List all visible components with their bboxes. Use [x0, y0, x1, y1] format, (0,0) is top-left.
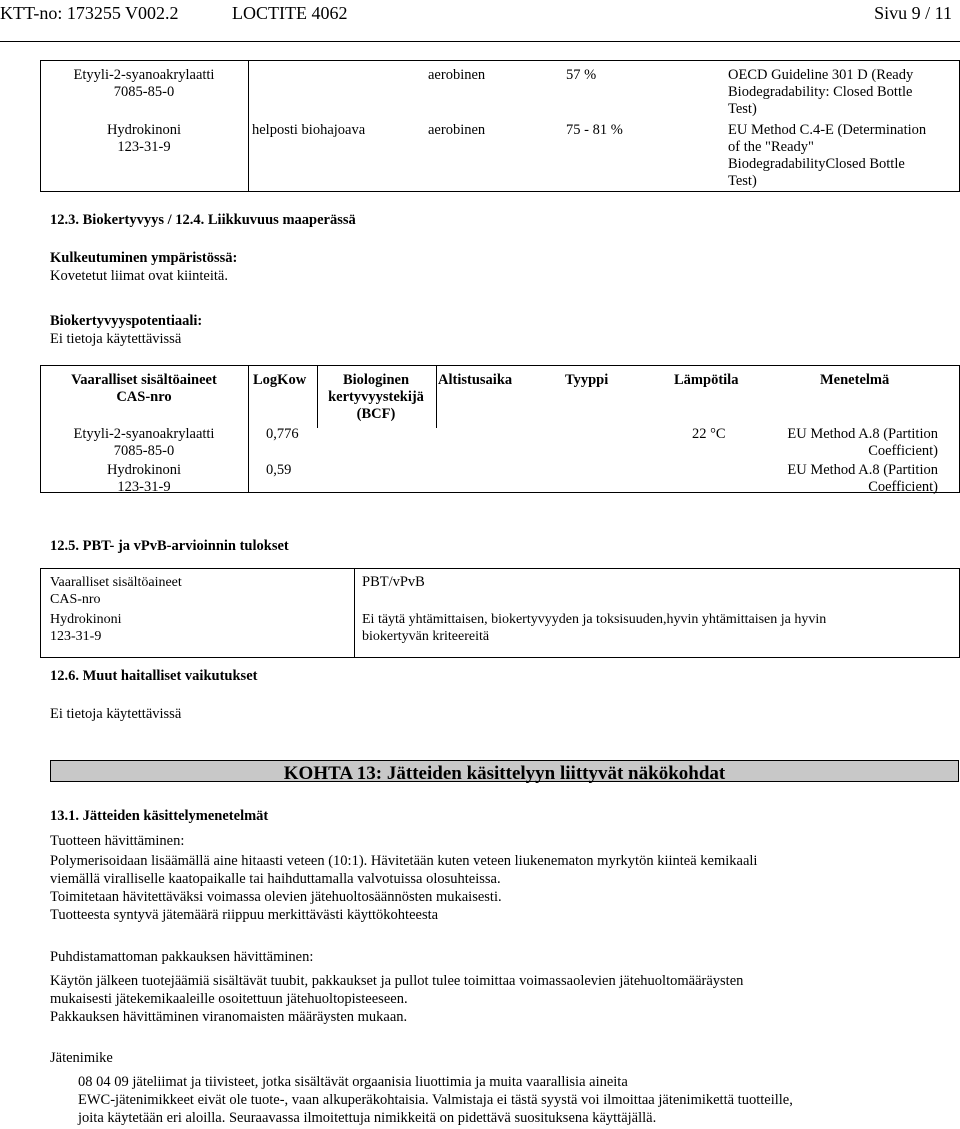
pbt-header-value: PBT/vPvB [362, 574, 425, 590]
mobility-label: Kulkeutuminen ympäristössä: [50, 250, 238, 266]
bioaccum-logkow-2: 0,59 [266, 462, 292, 478]
mobility-text: Kovetetut liimat ovat kiinteitä. [50, 268, 228, 284]
pbt-substance: Hydrokinoni 123-31-9 [50, 612, 122, 644]
header-rule [0, 41, 960, 42]
degradation-conditions-1: aerobinen [428, 67, 486, 83]
waste-code-label: Jätenimike [50, 1050, 113, 1066]
section-13-title: KOHTA 13: Jätteiden käsittelyyn liittyvät näkökohdat [283, 763, 726, 784]
bioaccum-header-substance: Vaaralliset sisältöaineet CAS-nro [71, 372, 217, 405]
bioaccum-logkow-1: 0,776 [266, 426, 299, 442]
bioaccum-header-method: Menetelmä [820, 372, 890, 388]
degradation-result-2: helposti biohajoava [252, 122, 366, 138]
bioaccum-header-exposure: Altistusaika [438, 372, 513, 388]
bioaccum-method-1: EU Method A.8 (Partition Coefficient) [787, 426, 938, 459]
bioaccum-temperature-1: 22 °C [692, 426, 726, 442]
degradation-conditions-2: aerobinen [428, 122, 486, 138]
degradation-substance-2: Hydrokinoni 123-31-9 [106, 122, 182, 155]
pbt-header-substance: Vaaralliset sisältöaineet CAS-nro [50, 575, 182, 607]
degradation-method-2: EU Method C.4-E (Determination of the "Ready" BiodegradabilityClosed Bottle Test) [728, 122, 927, 189]
bioaccum-header-temperature: Lämpötila [674, 372, 739, 388]
table-divider [248, 61, 249, 191]
degradation-substance-1: Etyyli-2-syanoakrylaatti 7085-85-0 [73, 67, 215, 100]
bioaccum-header-logkow: LogKow [253, 372, 307, 388]
bioaccumulation-label: Biokertyvyyspotentiaali: [50, 313, 203, 329]
bioaccumulation-text: Ei tietoja käytettävissä [50, 331, 182, 347]
product-disposal-label: Tuotteen hävittäminen: [50, 833, 185, 849]
section-13-1-heading: 13.1. Jätteiden käsittelymenetelmät [50, 808, 269, 824]
table-divider [354, 569, 355, 657]
bioaccum-substance-2: Hydrokinoni 123-31-9 [106, 462, 182, 495]
bioaccum-method-2: EU Method A.8 (Partition Coefficient) [787, 462, 938, 495]
bioaccum-substance-1: Etyyli-2-syanoakrylaatti 7085-85-0 [73, 426, 215, 459]
bioaccum-header-bcf: Biologinen kertyvyystekijä (BCF) [328, 372, 424, 422]
degradation-method-1: OECD Guideline 301 D (Ready Biodegradability: Closed Bottle Test) [728, 67, 914, 117]
pbt-value: Ei täytä yhtämittaisen, biokertyvyyden ja toksisuuden,hyvin yhtämittaisen ja hyvin biokertyvän kriteereitä [362, 612, 827, 644]
waste-code-text: 08 04 09 jäteliimat ja tiivisteet, jotka sisältävät orgaanisia liuottimia ja muita vaarallisia aineita EWC-jätenimikkeet eivät ole tuote-, vaan alkuperäkohtaisia. Valmistaja ei tästä syystä voi ilmoittaa jätenimikettä tuotteille, joita käytetään eri aloilla. Seuraavassa ilmoitettuja nimikkeitä on pidettävä suosituksena käyttäjällä. [78, 1074, 793, 1126]
section-12-6-heading: 12.6. Muut haitalliset vaikutukset [50, 668, 258, 684]
page-number: Sivu 9 / 11 [874, 3, 952, 23]
product-disposal-text: Polymerisoidaan lisäämällä aine hitaasti veteen (10:1). Hävitetään kuten veteen liukenematon myrkytön kiinteä kemikaali viemällä viralliselle kaatopaikalle tai haihduttamalla valvotuissa olosuhteissa. Toimitetaan hävitettäväksi voimassa olevien jätehuoltosäännösten mukaisesti. Tuotteesta syntyvä jätemäärä riippuu merkittävästi käyttökohteesta [50, 853, 758, 923]
bioaccum-header-type: Tyyppi [565, 372, 609, 388]
table-divider [248, 366, 249, 492]
degradation-value-2: 75 - 81 % [566, 122, 623, 138]
document-id: KTT-no: 173255 V002.2 [0, 3, 179, 23]
section-12-6-text: Ei tietoja käytettävissä [50, 706, 182, 722]
section-12-5-heading: 12.5. PBT- ja vPvB-arvioinnin tulokset [50, 538, 289, 554]
degradation-value-1: 57 % [566, 67, 597, 83]
product-name: LOCTITE 4062 [232, 3, 348, 23]
section-12-3-heading: 12.3. Biokertyvyys / 12.4. Liikkuvuus maaperässä [50, 212, 356, 228]
package-disposal-label: Puhdistamattoman pakkauksen hävittäminen: [50, 949, 314, 965]
package-disposal-text: Käytön jälkeen tuotejäämiä sisältävät tuubit, pakkaukset ja pullot tulee toimittaa voimassaolevien jätehuoltomääräysten mukaisesti jätekemikaaleille osoitettuun jätehuoltopisteeseen. Pakkauksen hävittäminen viranomaisten määräysten mukaan. [50, 973, 744, 1025]
table-divider [436, 366, 437, 428]
